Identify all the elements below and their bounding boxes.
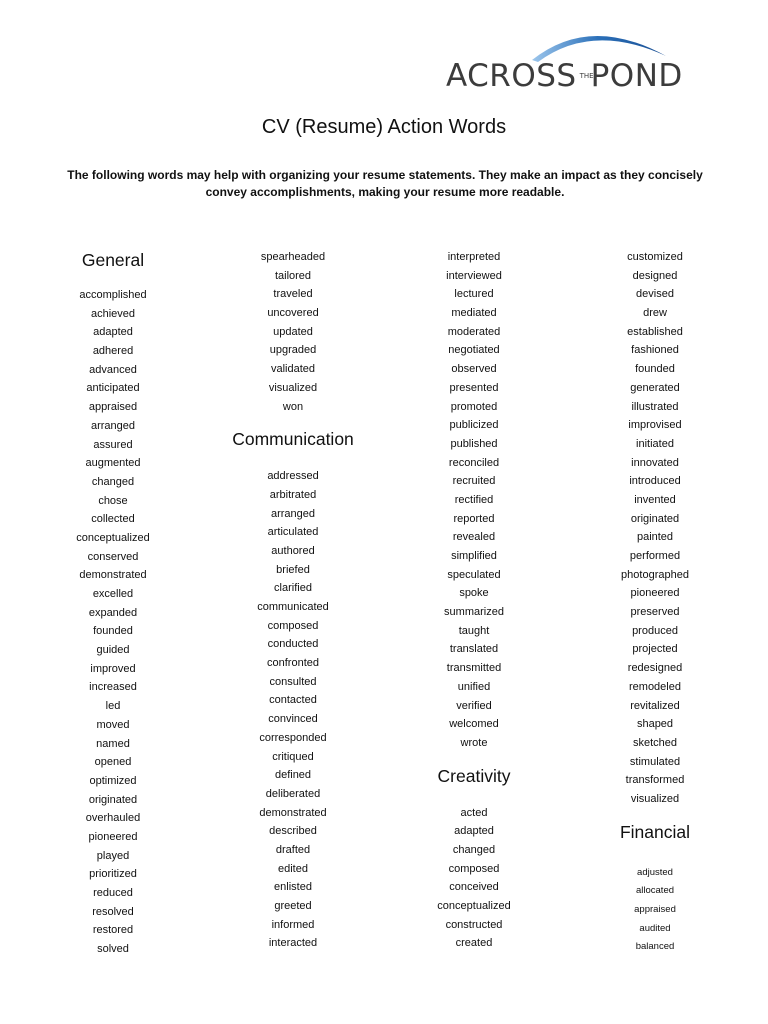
- list-item: established: [627, 325, 683, 338]
- word-list-financial: [565, 864, 745, 957]
- list-item: clarified: [274, 582, 312, 595]
- list-item: presented: [449, 381, 499, 394]
- list-item: pioneered: [630, 587, 680, 600]
- list-item: restored: [92, 924, 134, 937]
- list-item: innovated: [631, 456, 679, 469]
- list-item: conceptualized: [76, 531, 150, 544]
- list-item: edited: [278, 862, 308, 875]
- list-item: interpreted: [447, 251, 501, 263]
- list-item: consulted: [269, 675, 317, 688]
- section-heading-communication: Communication: [232, 429, 354, 450]
- list-item: conceived: [449, 881, 499, 894]
- intro-paragraph: The following words may help with organizing your resume statements. They make an impact as they concisely convey accomplishments, making your resume more readable.: [67, 168, 703, 199]
- list-item: opened: [94, 756, 132, 769]
- list-item: authored: [271, 544, 315, 557]
- list-item: generated: [630, 381, 680, 394]
- list-item: advanced: [89, 363, 137, 376]
- list-item: reduced: [93, 887, 133, 899]
- list-item: interacted: [268, 937, 318, 950]
- list-item: corresponded: [259, 731, 327, 744]
- list-item: named: [96, 737, 130, 750]
- list-item: stimulated: [629, 755, 681, 768]
- list-item: traveled: [273, 288, 313, 301]
- list-item: chose: [98, 494, 128, 507]
- list-item: adapted: [454, 825, 494, 838]
- list-item: sketched: [632, 736, 678, 749]
- list-item: painted: [636, 531, 674, 544]
- list-item: validated: [270, 363, 316, 376]
- list-item: demonstrated: [259, 806, 327, 819]
- list-item: wrote: [460, 736, 488, 749]
- list-item: founded: [635, 363, 675, 376]
- list-item: lectured: [454, 288, 494, 301]
- list-item: changed: [452, 843, 496, 856]
- list-item: augmented: [85, 457, 141, 470]
- list-item: assured: [93, 438, 133, 451]
- list-item: conserved: [87, 550, 139, 563]
- list-item: guided: [96, 644, 130, 657]
- list-item: photographed: [621, 568, 689, 581]
- word-list-general: [23, 286, 203, 959]
- column-4: [565, 248, 745, 957]
- list-item: addressed: [267, 470, 319, 483]
- list-item: rectified: [454, 493, 494, 506]
- list-item: devised: [636, 288, 674, 301]
- list-item: redesigned: [627, 662, 683, 675]
- list-item: unified: [457, 680, 491, 693]
- list-item: increased: [89, 681, 137, 694]
- list-item: updated: [273, 325, 313, 338]
- word-list-general-continued: [203, 248, 383, 416]
- column-2: [203, 248, 383, 953]
- list-item: convinced: [268, 713, 318, 726]
- list-item: preserved: [630, 606, 680, 619]
- list-item: excelled: [92, 588, 134, 600]
- list-item: visualized: [630, 792, 680, 805]
- list-item: defined: [274, 769, 312, 782]
- list-item: balanced: [635, 941, 675, 953]
- list-item: produced: [632, 624, 678, 637]
- list-item: moderated: [447, 325, 501, 338]
- list-item: contacted: [269, 694, 317, 707]
- list-item: founded: [93, 625, 133, 638]
- list-item: appraised: [88, 401, 138, 414]
- list-item: remodeled: [629, 680, 681, 693]
- section-heading-creativity: Creativity: [437, 765, 511, 786]
- word-list-creativity: [384, 804, 564, 954]
- list-item: acted: [460, 806, 488, 819]
- list-item: critiqued: [272, 750, 314, 763]
- word-list-creativity-continued: [565, 248, 745, 809]
- list-item: originated: [88, 793, 138, 806]
- list-item: mediated: [451, 307, 497, 320]
- list-item: transformed: [625, 774, 685, 787]
- logo-pond: POND: [590, 58, 683, 94]
- list-item: described: [269, 825, 317, 838]
- list-item: uncovered: [267, 307, 319, 320]
- list-item: transmitted: [446, 662, 502, 675]
- list-item: moved: [96, 718, 130, 731]
- list-item: conceptualized: [437, 900, 511, 912]
- list-item: composed: [267, 619, 319, 632]
- list-item: performed: [629, 550, 681, 562]
- list-item: reported: [453, 512, 495, 525]
- section-heading-financial: Financial: [619, 821, 691, 842]
- list-item: verified: [456, 699, 492, 712]
- list-item: invented: [634, 493, 676, 506]
- list-item: originated: [630, 512, 680, 525]
- list-item: composed: [448, 862, 500, 875]
- list-item: enlisted: [274, 881, 312, 894]
- list-item: tailored: [274, 269, 312, 282]
- list-item: changed: [91, 475, 135, 488]
- list-item: anticipated: [86, 382, 140, 395]
- list-item: communicated: [257, 601, 329, 613]
- list-item: appraised: [634, 904, 676, 915]
- list-item: spoke: [459, 587, 489, 600]
- list-item: won: [282, 400, 304, 413]
- list-item: audited: [639, 922, 671, 934]
- list-item: revitalized: [630, 699, 680, 712]
- list-item: arranged: [270, 507, 316, 520]
- word-list-communication: [203, 467, 383, 953]
- list-item: allocated: [635, 885, 675, 897]
- list-item: pioneered: [88, 830, 138, 843]
- list-item: spearheaded: [260, 251, 326, 263]
- list-item: overhauled: [85, 812, 141, 825]
- logo-wordmark: [446, 56, 683, 96]
- list-item: visualized: [268, 381, 318, 394]
- list-item: deliberated: [265, 787, 321, 800]
- list-item: welcomed: [449, 718, 499, 731]
- logo-across: ACROSS: [446, 58, 577, 94]
- list-item: illustrated: [631, 400, 679, 413]
- section-heading-general: General: [81, 250, 145, 270]
- logo: [440, 22, 730, 94]
- column-3: [384, 248, 564, 953]
- list-item: drew: [643, 307, 667, 320]
- column-1: [23, 248, 203, 959]
- list-item: conducted: [267, 638, 319, 651]
- list-item: customized: [627, 251, 683, 263]
- list-item: articulated: [267, 526, 319, 539]
- list-item: simplified: [451, 550, 497, 562]
- list-item: recruited: [452, 475, 496, 488]
- list-item: arbitrated: [269, 488, 317, 501]
- word-list-communication-continued: [384, 248, 564, 753]
- list-item: shaped: [636, 718, 674, 731]
- logo-the: THE: [579, 72, 594, 80]
- list-item: arranged: [90, 419, 136, 432]
- list-item: negotiated: [448, 344, 500, 357]
- list-item: introduced: [629, 475, 681, 488]
- list-item: promoted: [450, 400, 498, 413]
- list-item: summarized: [444, 606, 504, 619]
- list-item: improved: [90, 662, 136, 675]
- list-item: prioritized: [89, 868, 137, 881]
- list-item: demonstrated: [79, 569, 147, 582]
- list-item: upgraded: [269, 344, 317, 357]
- list-item: created: [455, 937, 493, 950]
- list-item: improvised: [628, 419, 682, 432]
- list-item: accomplished: [79, 289, 147, 301]
- list-item: drafted: [275, 843, 311, 856]
- list-item: observed: [451, 363, 497, 376]
- list-item: taught: [458, 624, 490, 637]
- list-item: projected: [632, 643, 678, 656]
- list-item: resolved: [92, 905, 134, 918]
- page-title: CV (Resume) Action Words: [261, 116, 507, 138]
- list-item: achieved: [90, 307, 136, 320]
- list-item: adapted: [93, 326, 133, 339]
- list-item: adhered: [92, 345, 134, 358]
- list-item: constructed: [445, 918, 503, 931]
- list-item: optimized: [89, 774, 137, 787]
- list-item: designed: [632, 269, 678, 282]
- list-item: published: [450, 437, 498, 450]
- list-item: led: [105, 700, 121, 713]
- list-item: played: [96, 849, 130, 862]
- list-item: speculated: [447, 568, 501, 581]
- list-item: translated: [449, 643, 499, 656]
- list-item: adjusted: [637, 866, 673, 878]
- list-item: solved: [97, 943, 129, 956]
- list-item: revealed: [452, 531, 496, 544]
- list-item: expanded: [88, 606, 138, 619]
- list-item: greeted: [274, 900, 312, 912]
- list-item: fashioned: [631, 344, 679, 357]
- list-item: publicized: [449, 419, 499, 432]
- list-item: interviewed: [446, 269, 502, 282]
- list-item: reconciled: [448, 456, 500, 469]
- list-item: initiated: [636, 437, 674, 450]
- list-item: briefed: [276, 563, 310, 576]
- list-item: confronted: [267, 657, 319, 670]
- list-item: collected: [91, 513, 135, 526]
- list-item: informed: [271, 918, 315, 931]
